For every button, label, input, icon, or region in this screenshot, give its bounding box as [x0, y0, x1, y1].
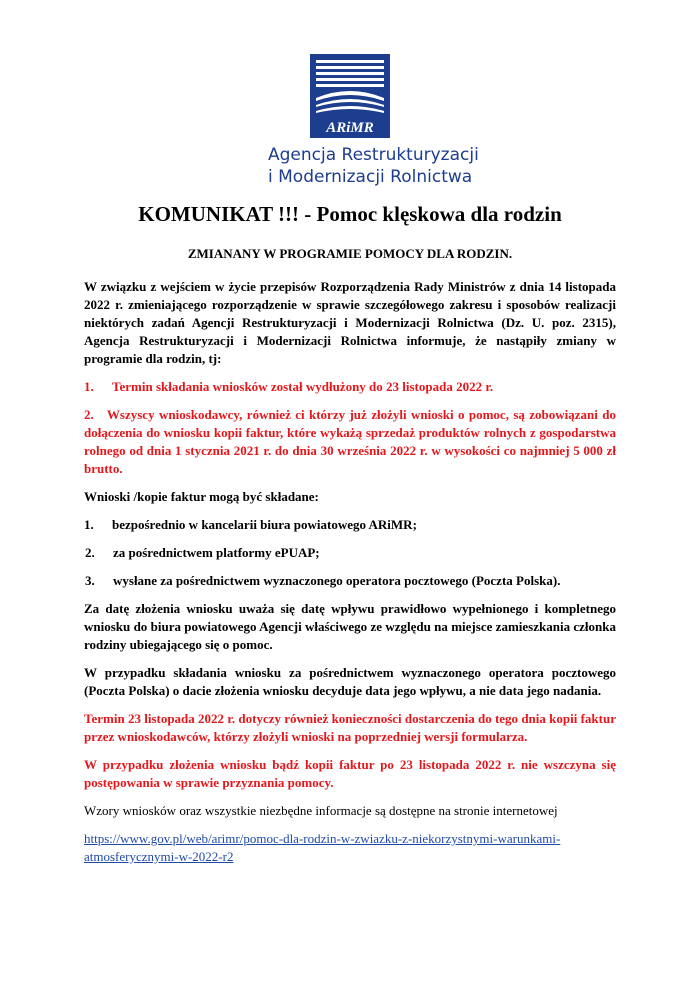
logo — [0, 54, 700, 138]
post-paragraph: W przypadku składania wniosku za pośrednictwem wyznaczonego operatora pocztowego (Poczta Polska) o dacie złożenia wniosku decyduje data jego wpływu, a nie data jego nadania. — [84, 665, 616, 698]
agency-name — [268, 144, 479, 188]
submit-method-number: 1. — [84, 517, 94, 532]
change-item — [84, 378, 616, 396]
website-link[interactable] — [84, 830, 616, 866]
subtitle: ZMIANANY W PROGRAMIE POMOCY DLA RODZIN. — [187, 246, 513, 261]
change-text: Wszyscy wnioskodawcy, również ci którzy już złożyli wnioski o pomoc, są zobowiązani do dołączenia do wniosku kopii faktur, które wykażą sprzedaż produktów rolnych z gospodarstwa rolnego od dnia 1 stycznia 2021 r. do dnia 30 września 2022 r. w wysokości co najmniej 5 000 zł brutto. — [84, 407, 617, 476]
late-paragraph: W przypadku złożenia wniosku bądź kopii faktur po 23 listopada 2022 r. nie wszczyna się postępowania w sprawie przyznania pomocy. — [84, 757, 616, 790]
submit-method-text: bezpośrednio w kancelarii biura powiatowego ARiMR; — [112, 517, 417, 532]
submit-method-text: wysłane za pośrednictwem wyznaczonego operatora pocztowego (Poczta Polska). — [113, 573, 561, 588]
arimr-logo — [310, 54, 390, 138]
document-body — [84, 278, 616, 876]
deadline-paragraph: Termin 23 listopada 2022 r. dotyczy również konieczności dostarczenia do tego dnia kopii faktur przez wnioskodawców, którzy złożyli wnioski na poprzedniej wersji formularza. — [84, 711, 616, 744]
change-number: 1. — [84, 379, 94, 394]
agency-name-line1: Agencja Restrukturyzacji — [268, 145, 479, 165]
agency-name-line2: i Modernizacji Rolnictwa — [268, 167, 473, 187]
submit-method-item — [84, 516, 616, 534]
submit-heading: Wnioski /kopie faktur mogą być składane: — [84, 489, 319, 504]
submit-method-number: 3. — [85, 573, 95, 588]
info-paragraph: Wzory wniosków oraz wszystkie niezbędne informacje są dostępne na stronie internetowej — [84, 803, 558, 818]
submit-method-text: za pośrednictwem platformy ePUAP; — [113, 545, 320, 560]
change-number: 2. — [84, 407, 94, 422]
change-text: Termin składania wniosków został wydłużony do 23 listopada 2022 r. — [112, 379, 494, 394]
website-link-line2[interactable]: atmosferycznymi-w-2022-r2 — [84, 849, 234, 864]
page-title: KOMUNIKAT !!! - Pomoc klęskowa dla rodzin — [138, 202, 562, 226]
website-link-line1[interactable]: https://www.gov.pl/web/arimr/pomoc-dla-rodzin-w-zwiazku-z-niekorzystnymi-warunkami- — [84, 831, 561, 846]
submit-method-number: 2. — [85, 545, 95, 560]
submit-method-item — [84, 544, 616, 562]
change-item — [84, 406, 616, 478]
date-paragraph: Za datę złożenia wniosku uważa się datę wpływu prawidłowo wypełnionego i kompletnego wniosku do biura powiatowego Agencji właściwego ze względu na miejsce zamieszkania członka rodziny ubiegającego się o pomoc. — [84, 601, 616, 652]
logo-brand-text: ARiMR — [326, 120, 374, 136]
submit-method-item — [84, 572, 616, 590]
intro-paragraph: W związku z wejściem w życie przepisów Rozporządzenia Rady Ministrów z dnia 14 listopada 2022 r. zmieniającego rozporządzenie w sprawie szczegółowego zakresu i sposobów realizacji niektórych zadań Agencji Restrukturyzacji i Modernizacji Rolnictwa (Dz. U. poz. 2315), Agencja Restrukturyzacji i Modernizacji Rolnictwa informuje, że nastąpiły zmiany w programie dla rodzin, tj: — [84, 279, 616, 366]
